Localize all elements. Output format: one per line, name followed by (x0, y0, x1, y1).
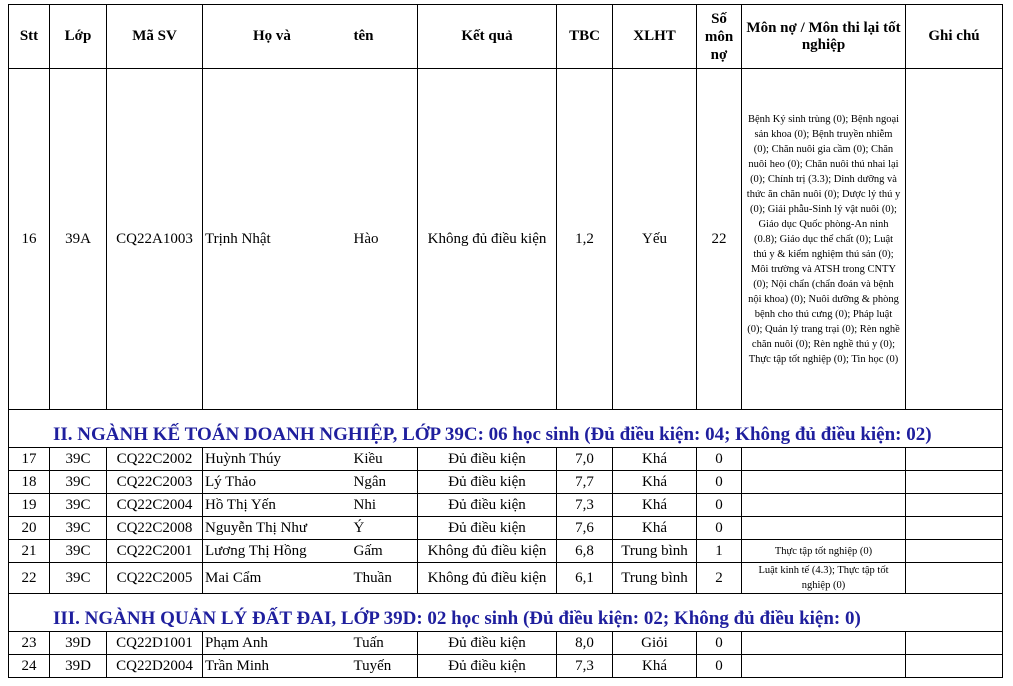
table-row (9, 448, 1003, 471)
cell-tbc: 7,7 (557, 471, 613, 494)
cell-ghichu (906, 494, 1003, 517)
cell-lop: 39D (50, 632, 107, 655)
cell-ghichu (906, 471, 1003, 494)
cell-ketqua: Không đủ điều kiện (418, 563, 557, 594)
cell-ten: Kiều (352, 448, 418, 471)
header-stt: Stt (9, 5, 50, 69)
cell-ghichu (906, 655, 1003, 678)
cell-xlht: Giỏi (613, 632, 697, 655)
cell-ten: Hào (352, 69, 418, 410)
cell-stt: 22 (9, 563, 50, 594)
cell-somonno: 0 (697, 494, 742, 517)
cell-somonno: 0 (697, 632, 742, 655)
cell-stt: 24 (9, 655, 50, 678)
header-somonno: Số môn nợ (697, 5, 742, 69)
header-lop: Lớp (50, 5, 107, 69)
cell-monno (742, 494, 906, 517)
cell-xlht: Khá (613, 655, 697, 678)
cell-ketqua: Đủ điều kiện (418, 632, 557, 655)
cell-ten: Ý (352, 517, 418, 540)
cell-lop: 39C (50, 517, 107, 540)
header-ketqua: Kết quả (418, 5, 557, 69)
cell-ketqua: Không đủ điều kiện (418, 540, 557, 563)
cell-ho: Trần Minh (203, 655, 352, 678)
header-ten-label: tên (353, 28, 374, 44)
cell-lop: 39C (50, 494, 107, 517)
cell-xlht: Khá (613, 517, 697, 540)
cell-ghichu (906, 563, 1003, 594)
cell-somonno: 2 (697, 563, 742, 594)
cell-monno (742, 517, 906, 540)
cell-monno (742, 471, 906, 494)
cell-stt: 18 (9, 471, 50, 494)
cell-masv: CQ22C2002 (107, 448, 203, 471)
cell-xlht: Khá (613, 494, 697, 517)
cell-ho: Phạm Anh (203, 632, 352, 655)
table-row (9, 563, 1003, 594)
cell-monno: Thực tập tốt nghiệp (0) (742, 540, 906, 563)
cell-somonno: 22 (697, 69, 742, 410)
cell-ho: Nguyễn Thị Như (203, 517, 352, 540)
results-table (8, 4, 1003, 678)
cell-masv: CQ22C2004 (107, 494, 203, 517)
cell-tbc: 1,2 (557, 69, 613, 410)
cell-tbc: 6,1 (557, 563, 613, 594)
cell-xlht: Trung bình (613, 563, 697, 594)
cell-masv: CQ22C2001 (107, 540, 203, 563)
cell-stt: 21 (9, 540, 50, 563)
section-heading-39d: III. NGÀNH QUẢN LÝ ĐẤT ĐAI, LỚP 39D: 02 học sinh (Đủ điều kiện: 02; Không đủ điều kiện: 0) (9, 594, 1003, 632)
table-row (9, 632, 1003, 655)
cell-ghichu (906, 540, 1003, 563)
cell-ho: Huỳnh Thúy (203, 448, 352, 471)
cell-lop: 39D (50, 655, 107, 678)
cell-masv: CQ22D2004 (107, 655, 203, 678)
cell-masv: CQ22C2003 (107, 471, 203, 494)
header-ghichu: Ghi chú (906, 5, 1003, 69)
cell-ketqua: Đủ điều kiện (418, 471, 557, 494)
cell-xlht: Khá (613, 471, 697, 494)
cell-ho: Trịnh Nhật (203, 69, 352, 410)
cell-lop: 39C (50, 540, 107, 563)
cell-xlht: Khá (613, 448, 697, 471)
cell-somonno: 0 (697, 448, 742, 471)
section-heading-row (9, 410, 1003, 448)
cell-ketqua: Không đủ điều kiện (418, 69, 557, 410)
cell-lop: 39C (50, 471, 107, 494)
cell-stt: 20 (9, 517, 50, 540)
table-row (9, 494, 1003, 517)
header-ten (352, 5, 418, 69)
cell-monno: Bệnh Ký sinh trùng (0); Bệnh ngoại sản khoa (0); Bệnh truyền nhiễm (0); Chăn nuôi gia cầm (0); Chăn nuôi heo (0); Chăn nuôi thú nhai lại (0); Chính trị (3.3); Dinh dưỡng và thức ăn chăn nuôi (0); Dược lý thú y (0); Giải phẫu-Sinh lý vật nuôi (0); Giáo dục Quốc phòng-An ninh (0.8); Giáo dục thể chất (0); Luật thú y & kiểm nghiệm thú sản (0); Môi trường và ATSH trong CNTY (0); Nội chẩn (chẩn đoán và bệnh nội khoa) (0); Nuôi dưỡng & phòng bệnh cho thú cưng (0); Pháp luật (0); Quản lý trang trại (0); Rèn nghề chăn nuôi (0); Rèn nghề thú y (0); Thực tập tốt nghiệp (0); Tin học (0) (742, 69, 906, 410)
cell-ghichu (906, 448, 1003, 471)
section-heading-row (9, 594, 1003, 632)
cell-ghichu (906, 69, 1003, 410)
cell-monno (742, 632, 906, 655)
cell-somonno: 0 (697, 471, 742, 494)
cell-ten: Gấm (352, 540, 418, 563)
cell-masv: CQ22D1001 (107, 632, 203, 655)
cell-stt: 23 (9, 632, 50, 655)
cell-stt: 19 (9, 494, 50, 517)
section-heading-39c: II. NGÀNH KẾ TOÁN DOANH NGHIỆP, LỚP 39C: 06 học sinh (Đủ điều kiện: 04; Không đủ điều kiện: 02) (9, 410, 1003, 448)
cell-ten: Nhi (352, 494, 418, 517)
cell-ho: Mai Cẩm (203, 563, 352, 594)
cell-ketqua: Đủ điều kiện (418, 448, 557, 471)
cell-monno: Luật kinh tế (4.3); Thực tập tốt nghiệp (0) (742, 563, 906, 594)
table-row (9, 471, 1003, 494)
cell-lop: 39C (50, 563, 107, 594)
cell-somonno: 1 (697, 540, 742, 563)
header-row (9, 5, 1003, 69)
header-ho-label: Họ và (253, 28, 291, 44)
cell-ten: Ngân (352, 471, 418, 494)
cell-lop: 39A (50, 69, 107, 410)
cell-tbc: 8,0 (557, 632, 613, 655)
cell-tbc: 7,3 (557, 655, 613, 678)
header-ho (203, 5, 352, 69)
cell-ketqua: Đủ điều kiện (418, 655, 557, 678)
cell-stt: 17 (9, 448, 50, 471)
cell-ho: Lương Thị Hồng (203, 540, 352, 563)
cell-masv: CQ22A1003 (107, 69, 203, 410)
cell-tbc: 7,6 (557, 517, 613, 540)
header-xlht: XLHT (613, 5, 697, 69)
cell-ghichu (906, 632, 1003, 655)
cell-ten: Tuấn (352, 632, 418, 655)
cell-ten: Tuyến (352, 655, 418, 678)
header-monno: Môn nợ / Môn thi lại tốt nghiệp (742, 5, 906, 69)
cell-tbc: 6,8 (557, 540, 613, 563)
cell-ho: Hồ Thị Yến (203, 494, 352, 517)
cell-ten: Thuần (352, 563, 418, 594)
cell-stt: 16 (9, 69, 50, 410)
cell-ho: Lý Thảo (203, 471, 352, 494)
cell-ketqua: Đủ điều kiện (418, 494, 557, 517)
cell-tbc: 7,3 (557, 494, 613, 517)
cell-somonno: 0 (697, 655, 742, 678)
cell-xlht: Yếu (613, 69, 697, 410)
cell-masv: CQ22C2008 (107, 517, 203, 540)
table-row (9, 69, 1003, 410)
cell-ghichu (906, 517, 1003, 540)
cell-lop: 39C (50, 448, 107, 471)
cell-xlht: Trung bình (613, 540, 697, 563)
cell-somonno: 0 (697, 517, 742, 540)
header-masv: Mã SV (107, 5, 203, 69)
cell-tbc: 7,0 (557, 448, 613, 471)
table-row (9, 540, 1003, 563)
cell-ketqua: Đủ điều kiện (418, 517, 557, 540)
table-row (9, 655, 1003, 678)
cell-monno (742, 655, 906, 678)
cell-masv: CQ22C2005 (107, 563, 203, 594)
cell-monno (742, 448, 906, 471)
header-tbc: TBC (557, 5, 613, 69)
table-row (9, 517, 1003, 540)
